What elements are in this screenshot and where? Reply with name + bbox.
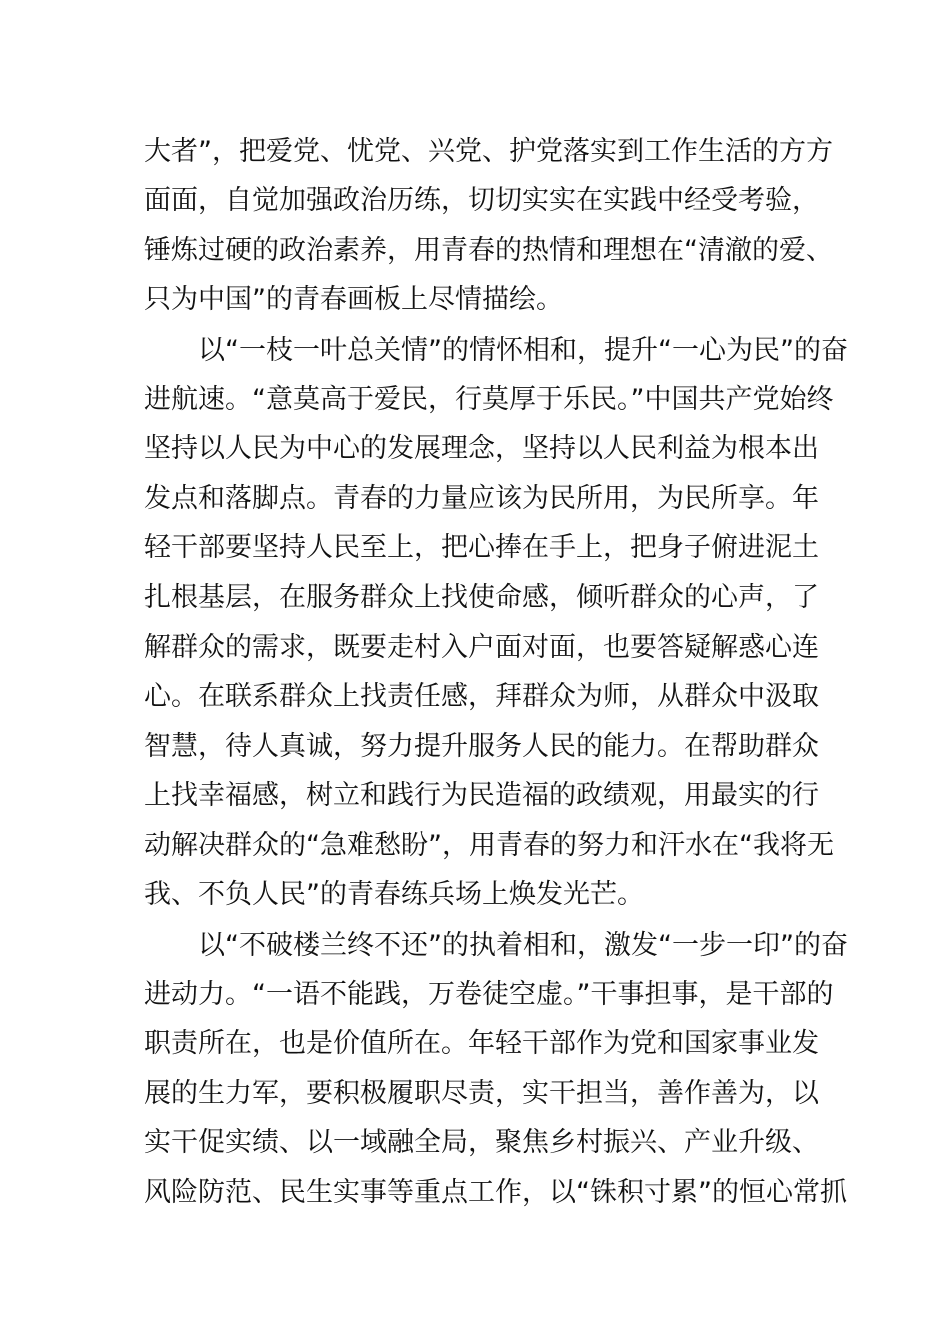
text-line-2: 面面，自觉加强政治历练，切切实实在实践中经受考验， [144,185,819,216]
text-line-12: 心。在联系群众上找责任感，拜群众为师，从群众中汲取 [144,681,819,712]
text-line-10: 扎根基层，在服务群众上找使命感，倾听群众的心声，了 [144,582,819,613]
text-line-15: 动解决群众的“急难愁盼”，用青春的努力和汗水在“我将无 [144,830,834,861]
text-line-21: 实干促实绩、以一域融全局，聚焦乡村振兴、产业升级、 [144,1127,819,1158]
text-line-19: 职责所在，也是价值所在。年轻干部作为党和国家事业发 [144,1028,819,1059]
text-line-1: 大者”，把爱党、忧党、兴党、护党落实到工作生活的方方 [144,136,833,167]
text-line-18: 进动力。“一语不能践，万卷徒空虚。”干事担事，是干部的 [144,979,834,1010]
text-line-6: 进航速。“意莫高于爱民，行莫厚于乐民。”中国共产党始终 [144,384,834,415]
text-line-22: 风险防范、民生实事等重点工作，以“铢积寸累”的恒心常抓 [144,1177,847,1208]
text-line-16: 我、不负人民”的青春练兵场上焕发光芒。 [144,879,644,910]
text-line-5: 以“一枝一叶总关情”的情怀相和，提升“一心为民”的奋 [198,335,848,366]
text-line-14: 上找幸福感，树立和践行为民造福的政绩观，用最实的行 [144,780,819,811]
text-line-9: 轻干部要坚持人民至上，把心捧在手上，把身子俯进泥土 [144,532,819,563]
text-line-11: 解群众的需求，既要走村入户面对面，也要答疑解惑心连 [144,632,819,663]
text-line-20: 展的生力军，要积极履职尽责，实干担当，善作善为，以 [144,1078,819,1109]
text-line-8: 发点和落脚点。青春的力量应该为民所用，为民所享。年 [144,483,819,514]
text-line-13: 智慧，待人真诚，努力提升服务人民的能力。在帮助群众 [144,731,819,762]
text-line-4: 只为中国”的青春画板上尽情描绘。 [144,284,563,315]
text-line-7: 坚持以人民为中心的发展理念，坚持以人民利益为根本出 [144,433,819,464]
text-line-3: 锤炼过硬的政治素养，用青春的热情和理想在“清澈的爱、 [144,235,833,266]
text-line-17: 以“不破楼兰终不还”的执着相和，激发“一步一印”的奋 [198,930,848,961]
